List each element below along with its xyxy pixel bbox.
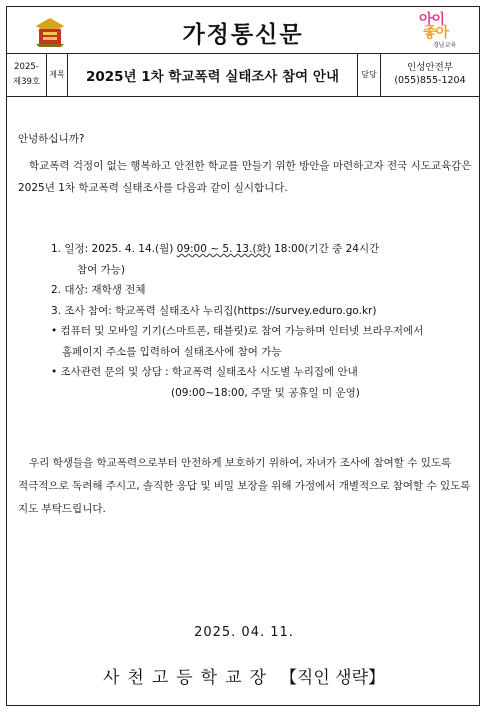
list-item-participation: 3. 조사 참여: 학교폭력 실태조사 누리집(https://survey.eduro.go.kr) xyxy=(51,304,377,317)
department-cell xyxy=(381,53,479,96)
newsletter-title: 가정통신문 xyxy=(182,22,304,48)
subject-label: 제목 xyxy=(47,53,68,96)
details-list xyxy=(51,239,471,403)
closing-paragraph: 우리 학생들을 학교폭력으로부터 안전하게 보호하기 위하여, 자녀가 조사에 참여할 수 있도록 적극적으로 독려해 주시고, 솔직한 응답 및 비밀 보장을 위해 가정에서 개별적으로 참여할 수 있도록 지도 부탁드립니다. xyxy=(18,457,471,515)
department-phone: (055)855-1204 xyxy=(394,74,466,86)
list-item-inquiry: • 조사관련 문의 및 상담 : 학교폭력 실태조사 시도별 누리집에 안내 xyxy=(51,366,358,378)
brand-text-2: 좋아 xyxy=(423,25,449,41)
list-item-schedule: 1. 일정: 2025. 4. 14.(월) 09:00 ~ 5. 13.(화) 18:00(기간 중 24시간 xyxy=(51,243,380,255)
brand-subtext: 경남교육 xyxy=(433,42,457,49)
info-row xyxy=(7,53,479,97)
list-item-target: 2. 대상: 재학생 전체 xyxy=(51,284,146,296)
list-item-inquiry-cont: (09:00~18:00, 주말 및 공휴일 미 운영) xyxy=(171,386,360,399)
schedule-period: 09:00 ~ 5. 13.(화) xyxy=(176,243,271,255)
masthead xyxy=(7,7,479,54)
brand-text-1: 아이 xyxy=(419,12,445,28)
seal-note: 【직인 생략】 xyxy=(279,668,386,688)
intro-paragraph: 학교폭력 걱정이 없는 행복하고 안전한 학교를 만들기 위한 방안을 마련하고자 전국 시도교육감은 2025년 1차 학교폭력 실태조사를 다음과 같이 실시합니다. xyxy=(18,160,472,194)
issue-number: 제39호 xyxy=(12,76,41,87)
list-item-device-note: • 컴퓨터 및 모바일 기기(스마트폰, 태블릿)로 참여 가능하며 인터넷 브라우저에서 xyxy=(51,325,424,337)
department-name: 인성안전부 xyxy=(407,61,453,73)
list-item-device-note-cont: 홈페이지 주소를 입력하여 실태조사에 참여 가능 xyxy=(62,345,282,358)
issue-number-cell xyxy=(7,53,47,96)
department-label: 담당 xyxy=(358,53,381,96)
newsletter-page xyxy=(6,6,480,706)
subject-title: 2025년 1차 학교폭력 실태조사 참여 안내 xyxy=(68,53,358,96)
school-principal: 사천고등학교장 xyxy=(102,668,274,688)
signature-line xyxy=(7,663,481,688)
issue-year: 2025- xyxy=(14,62,39,73)
list-item-schedule-cont: 참여 가능) xyxy=(77,263,126,276)
education-brand-logo xyxy=(419,13,465,49)
issue-date: 2025. 04. 11. xyxy=(194,625,294,640)
greeting: 안녕하십니까? xyxy=(18,133,85,145)
